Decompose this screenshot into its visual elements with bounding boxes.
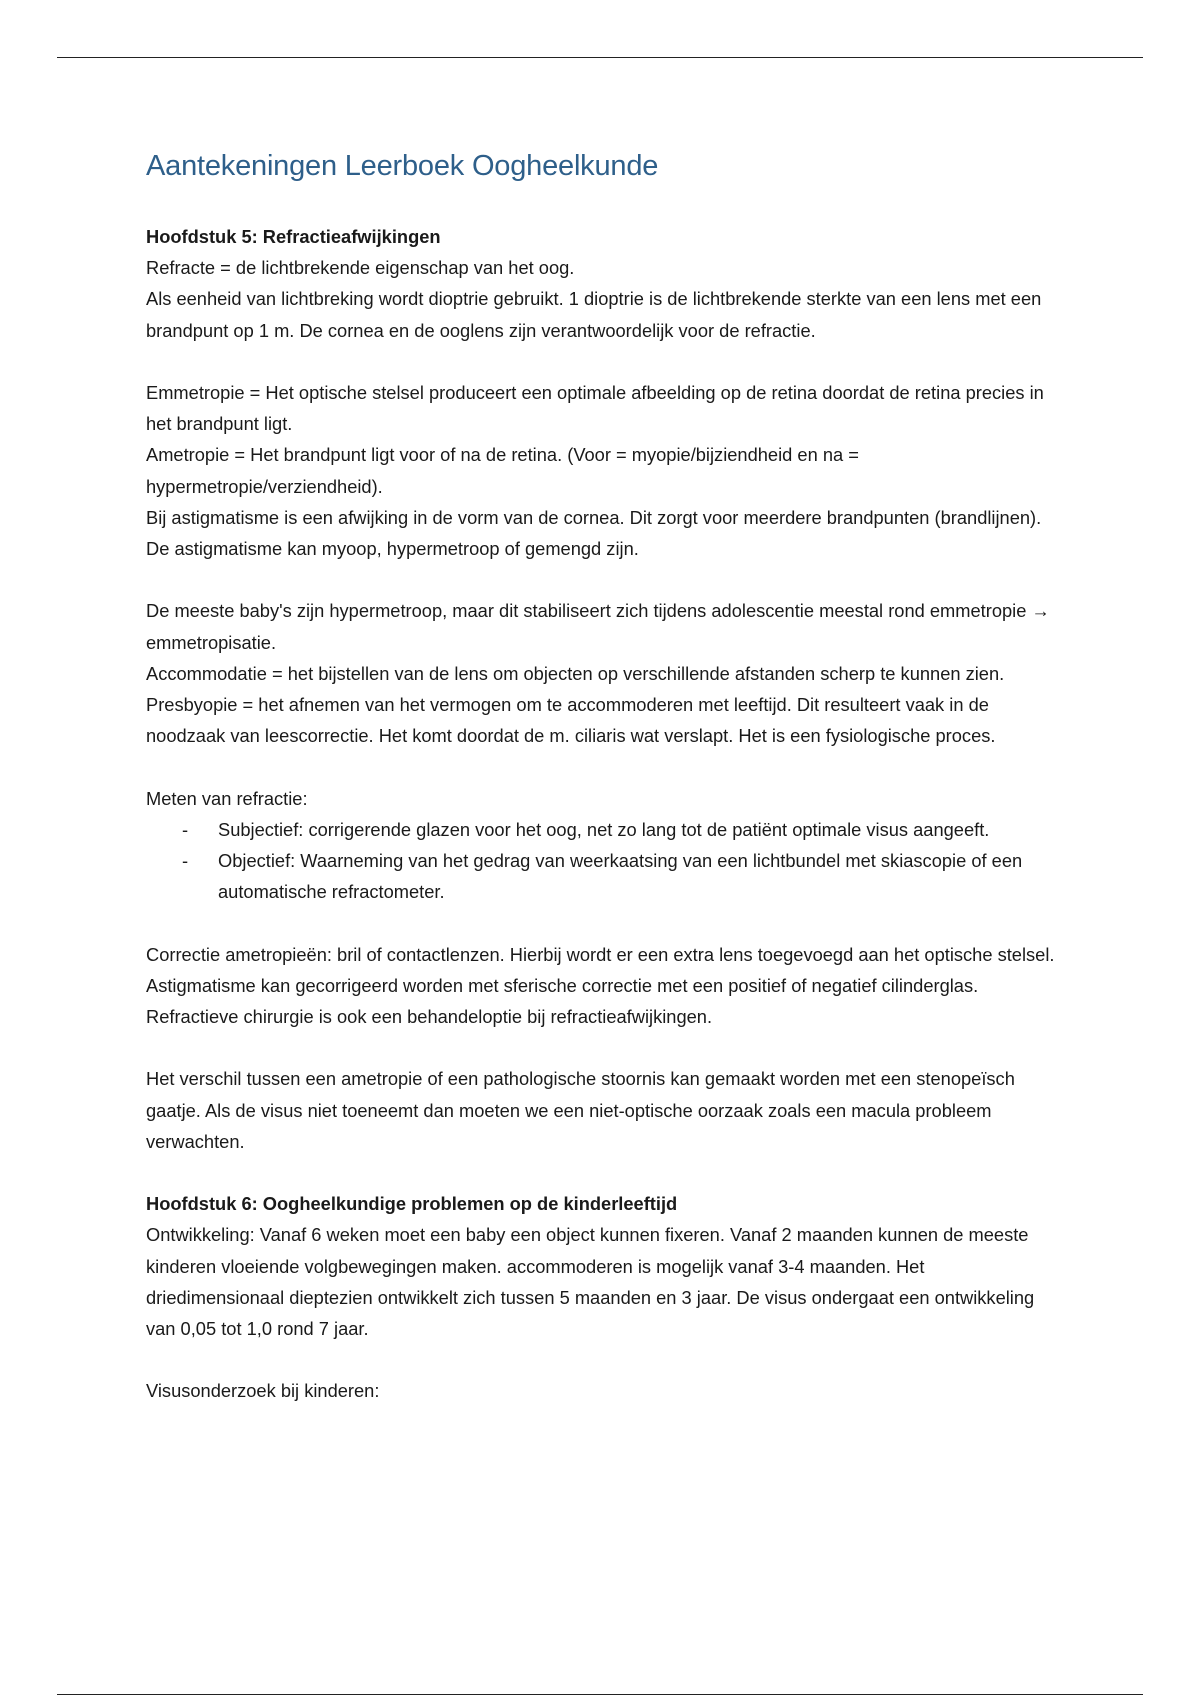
list-item-text: Objectief: Waarneming van het gedrag van weerkaatsing van een lichtbundel met skiascopie of een automatische refractometer.: [218, 850, 1023, 903]
chapter-6-heading: Hoofdstuk 6: Oogheelkundige problemen op de kinderleeftijd: [146, 1193, 678, 1215]
chapter-5-heading: Hoofdstuk 5: Refractieafwijkingen: [146, 226, 441, 247]
chapter-5-section: [146, 221, 1066, 1157]
spacer: [146, 346, 1066, 377]
document-title: Aantekeningen Leerboek Oogheelkunde: [146, 150, 659, 182]
paragraph-stenopeisch: Het verschil tussen een ametropie of een pathologische stoornis kan gemaakt worden met een stenopeïsch gaatje. Als de visus niet toeneemt dan moeten we een niet-optische oorzaak zoals een macula probleem verwachten.: [146, 1068, 1015, 1152]
paragraph-correctie: Correctie ametropieën: bril of contactlenzen. Hierbij wordt er een extra lens toegevoegd aan het optische stelsel. Astigmatisme kan gecorrigeerd worden met sferische correctie met een positief of negatief cilinderglas.: [146, 943, 1055, 996]
refractie-methods-list: [146, 814, 1066, 908]
spacer: [146, 1344, 1066, 1375]
top-rule: [57, 57, 1143, 58]
paragraph-astigmatisme: Bij astigmatisme is een afwijking in de vorm van de cornea. Dit zorgt voor meerdere brandpunten (brandlijnen). De astigmatisme kan myoop, hypermetroop of gemengd zijn.: [146, 506, 1042, 560]
spacer: [146, 1157, 1066, 1188]
spacer: [146, 1032, 1066, 1063]
spacer: [146, 751, 1066, 782]
spacer: [146, 907, 1066, 938]
list-item-text: Subjectief: corrigerende glazen voor het oog, net zo lang tot de patiënt optimale visus aangeeft.: [218, 818, 990, 840]
document-body: [146, 146, 1066, 1407]
list-item: [182, 845, 1066, 907]
paragraph-meten-refractie: Meten van refractie:: [146, 787, 308, 809]
dash-bullet: -: [182, 850, 189, 872]
chapter-6-section: [146, 1188, 1066, 1406]
dash-bullet: -: [182, 818, 189, 840]
paragraph-emmetropie: Emmetropie = Het optische stelsel produceert een optimale afbeelding op de retina doordat de retina precies in het brandpunt ligt.: [146, 382, 1044, 435]
paragraph-chirurgie: Refractieve chirurgie is ook een behandeloptie bij refractieafwijkingen.: [146, 1006, 713, 1028]
list-item: [182, 814, 1066, 845]
bottom-rule: [57, 1694, 1143, 1695]
paragraph-babys: De meeste baby's zijn hypermetroop, maar dit stabiliseert zich tijdens adolescentie meestal rond emmetropie → emmetropisatie.: [146, 600, 1050, 653]
paragraph-dioptrie: Als eenheid van lichtbreking wordt dioptrie gebruikt. 1 dioptrie is de lichtbrekende sterkte van een lens met een brandpunt op 1 m. De cornea en de ooglens zijn verantwoordelijk voor de refractie.: [146, 288, 1042, 341]
spacer: [146, 564, 1066, 595]
paragraph-refractie-definitie: Refracte = de lichtbrekende eigenschap van het oog.: [146, 257, 575, 279]
paragraph-ametropie: Ametropie = Het brandpunt ligt voor of na de retina. (Voor = myopie/bijziendheid en na = hypermetropie/verziendheid).: [146, 444, 859, 497]
paragraph-presbyopie: Presbyopie = het afnemen van het vermogen om te accommoderen met leeftijd. Dit resulteert vaak in de noodzaak van leescorrectie. Het komt doordat de m. ciliaris wat verslapt. Het is een fysiologische proces.: [146, 694, 996, 747]
paragraph-ontwikkeling: Ontwikkeling: Vanaf 6 weken moet een baby een object kunnen fixeren. Vanaf 2 maanden kunnen de meeste kinderen vloeiende volgbewegingen maken. accommoderen is mogelijk vanaf 3-4 maanden. Het driedimensionaal dieptezien ontwikkelt zich tussen 5 maanden en 3 jaar. De visus ondergaat een ontwikkeling van 0,05 tot 1,0 rond 7 jaar.: [146, 1224, 1035, 1340]
paragraph-accommodatie: Accommodatie = het bijstellen van de lens om objecten op verschillende afstanden scherp te kunnen zien.: [146, 662, 1005, 684]
paragraph-visusonderzoek: Visusonderzoek bij kinderen:: [146, 1380, 380, 1402]
